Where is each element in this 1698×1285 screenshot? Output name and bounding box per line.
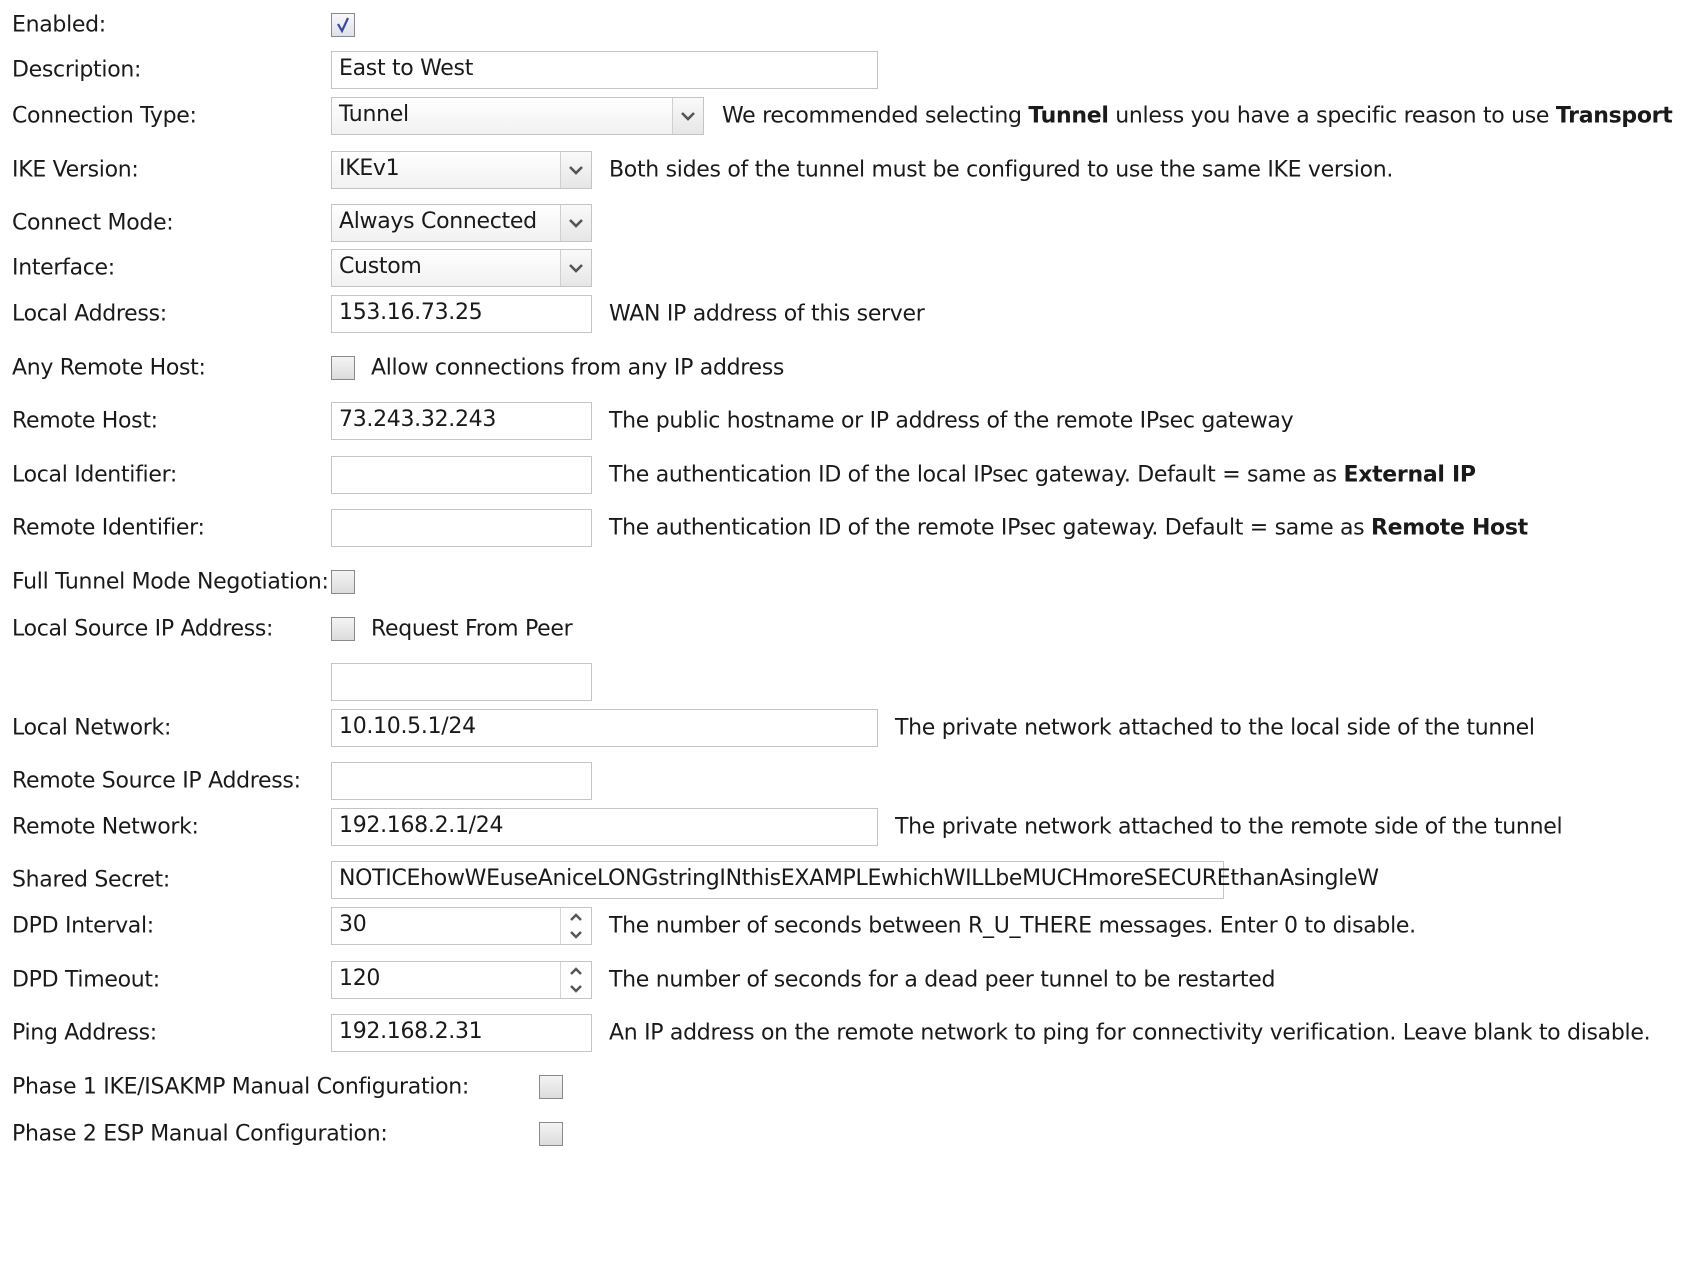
local-identifier-label: Local Identifier:: [12, 462, 178, 488]
description-label: Description:: [12, 57, 142, 83]
any-remote-host-label: Any Remote Host:: [12, 355, 206, 381]
description-input[interactable]: East to West: [331, 51, 878, 89]
arrow-down-icon[interactable]: [561, 926, 591, 944]
ping-address-label: Ping Address:: [12, 1020, 157, 1046]
phase2-label: Phase 2 ESP Manual Configuration:: [12, 1121, 388, 1147]
remote-host-hint: The public hostname or IP address of the remote IPsec gateway: [609, 408, 1294, 434]
row-local-source-ip: [0, 608, 1698, 650]
connect-mode-label: Connect Mode:: [12, 210, 174, 236]
remote-source-ip-input[interactable]: [331, 762, 592, 800]
row-local-identifier: [0, 454, 1698, 496]
local-address-label: Local Address:: [12, 301, 167, 327]
local-source-ip-label: Local Source IP Address:: [12, 616, 274, 642]
row-description: [0, 49, 1698, 91]
remote-host-label: Remote Host:: [12, 408, 158, 434]
shared-secret-input[interactable]: NOTICEhowWEuseAniceLONGstringINthisEXAMPLEwhichWILLbeMUCHmoreSECUREthanAsingleW: [331, 861, 1224, 899]
chevron-down-icon[interactable]: [560, 152, 591, 188]
local-network-input[interactable]: 10.10.5.1/24: [331, 709, 878, 747]
ike-version-label: IKE Version:: [12, 157, 139, 183]
interface-select[interactable]: [331, 249, 592, 287]
connect-mode-value: Always Connected: [339, 209, 537, 234]
row-phase1: [0, 1066, 1698, 1108]
local-network-hint: The private network attached to the local side of the tunnel: [895, 715, 1535, 741]
row-remote-identifier: [0, 507, 1698, 549]
ike-version-hint: Both sides of the tunnel must be configured to use the same IKE version.: [609, 157, 1394, 183]
row-any-remote-host: [0, 347, 1698, 389]
remote-network-input[interactable]: 192.168.2.1/24: [331, 808, 878, 846]
local-identifier-hint: The authentication ID of the local IPsec gateway. Default = same as External IP: [609, 462, 1476, 488]
row-interface: [0, 247, 1698, 289]
local-address-input[interactable]: 153.16.73.25: [331, 295, 592, 333]
connection-type-label: Connection Type:: [12, 103, 197, 129]
row-dpd-interval: [0, 905, 1698, 947]
chevron-down-icon[interactable]: [672, 98, 703, 134]
enabled-label: Enabled:: [12, 12, 106, 38]
remote-network-hint: The private network attached to the remote side of the tunnel: [895, 814, 1563, 840]
local-network-label: Local Network:: [12, 715, 172, 741]
chevron-down-icon[interactable]: [560, 250, 591, 286]
dpd-interval-value: 30: [339, 912, 367, 937]
dpd-timeout-label: DPD Timeout:: [12, 967, 160, 993]
interface-value: Custom: [339, 254, 422, 279]
arrow-up-icon[interactable]: [561, 962, 591, 980]
interface-label: Interface:: [12, 255, 115, 281]
row-local-network: [0, 707, 1698, 749]
ping-address-input[interactable]: 192.168.2.31: [331, 1014, 592, 1052]
connection-type-value: Tunnel: [339, 102, 409, 127]
local-source-ip-input[interactable]: [331, 663, 592, 701]
row-shared-secret: [0, 859, 1698, 901]
remote-network-label: Remote Network:: [12, 814, 199, 840]
row-dpd-timeout: [0, 959, 1698, 1001]
row-remote-source-ip: [0, 760, 1698, 802]
dpd-timeout-value: 120: [339, 966, 381, 991]
connection-type-select[interactable]: [331, 97, 704, 135]
full-tunnel-mode-label: Full Tunnel Mode Negotiation:: [12, 569, 329, 595]
phase1-checkbox[interactable]: [539, 1075, 563, 1099]
row-ping-address: [0, 1012, 1698, 1054]
remote-host-input[interactable]: 73.243.32.243: [331, 402, 592, 440]
any-remote-host-checkbox-label[interactable]: Allow connections from any IP address: [371, 355, 785, 381]
chevron-down-icon[interactable]: [560, 205, 591, 241]
remote-identifier-label: Remote Identifier:: [12, 515, 205, 541]
ike-version-select[interactable]: [331, 151, 592, 189]
connection-type-hint: We recommended selecting Tunnel unless you have a specific reason to use Transport: [722, 103, 1673, 129]
dpd-interval-hint: The number of seconds between R_U_THERE messages. Enter 0 to disable.: [609, 913, 1416, 939]
dpd-interval-stepper[interactable]: [331, 907, 592, 945]
local-identifier-input[interactable]: [331, 456, 592, 494]
connect-mode-select[interactable]: [331, 204, 592, 242]
row-local-source-ip-input: [0, 661, 1698, 703]
row-phase2: [0, 1113, 1698, 1155]
row-connection-type: [0, 95, 1698, 137]
full-tunnel-mode-checkbox[interactable]: [331, 570, 355, 594]
dpd-timeout-hint: The number of seconds for a dead peer tunnel to be restarted: [609, 967, 1276, 993]
check-icon: [334, 16, 352, 34]
dpd-timeout-stepper[interactable]: [331, 961, 592, 999]
remote-source-ip-label: Remote Source IP Address:: [12, 768, 301, 794]
arrow-up-icon[interactable]: [561, 908, 591, 926]
arrow-down-icon[interactable]: [561, 980, 591, 998]
ping-address-hint: An IP address on the remote network to ping for connectivity verification. Leave blank to disable.: [609, 1020, 1651, 1046]
row-full-tunnel-mode: [0, 561, 1698, 603]
row-remote-host: [0, 400, 1698, 442]
any-remote-host-checkbox[interactable]: [331, 356, 355, 380]
request-from-peer-label[interactable]: Request From Peer: [371, 616, 573, 642]
request-from-peer-checkbox[interactable]: [331, 617, 355, 641]
remote-identifier-hint: The authentication ID of the remote IPsec gateway. Default = same as Remote Host: [609, 515, 1528, 541]
shared-secret-label: Shared Secret:: [12, 867, 170, 893]
enabled-checkbox[interactable]: [331, 13, 355, 37]
row-local-address: [0, 293, 1698, 335]
row-connect-mode: [0, 202, 1698, 244]
remote-identifier-input[interactable]: [331, 509, 592, 547]
row-enabled: [0, 4, 1698, 46]
phase1-label: Phase 1 IKE/ISAKMP Manual Configuration:: [12, 1074, 470, 1100]
local-address-hint: WAN IP address of this server: [609, 301, 925, 327]
row-ike-version: [0, 149, 1698, 191]
ike-version-value: IKEv1: [339, 156, 400, 181]
dpd-interval-label: DPD Interval:: [12, 913, 154, 939]
row-remote-network: [0, 806, 1698, 848]
phase2-checkbox[interactable]: [539, 1122, 563, 1146]
